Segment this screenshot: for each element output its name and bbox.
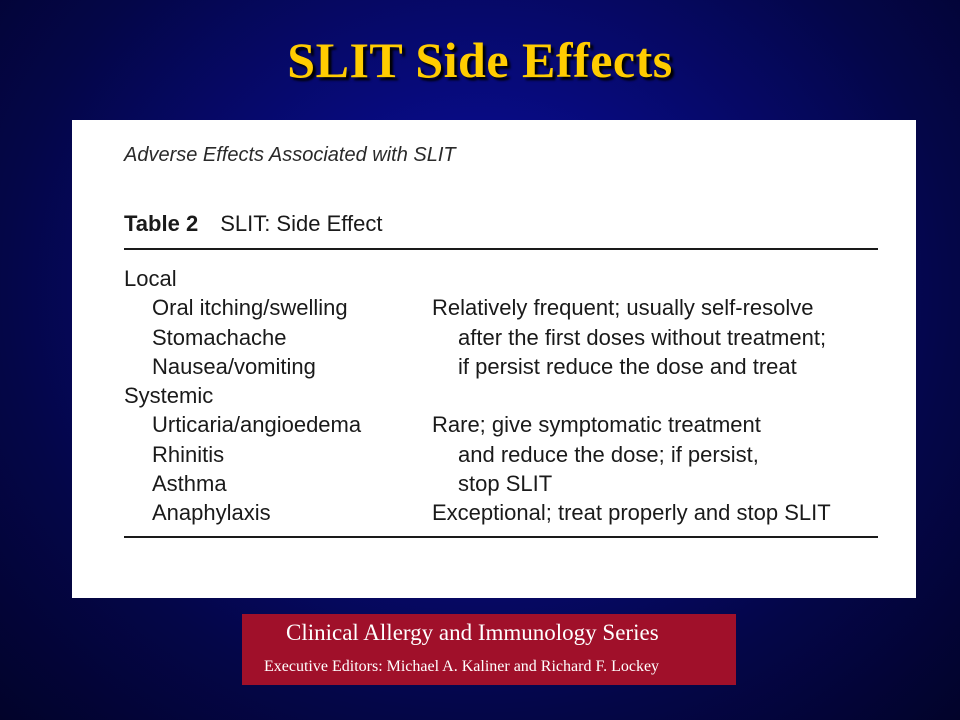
- series-editors: Executive Editors: Michael A. Kaliner and Richard F. Lockey: [264, 658, 660, 675]
- table-title: SLIT: Side Effect: [220, 211, 383, 236]
- table-row: [124, 352, 884, 381]
- slide-title: SLIT Side Effects: [287, 32, 673, 88]
- side-effect-name: Oral itching/swelling: [152, 295, 348, 321]
- side-effect-name: Rhinitis: [152, 441, 225, 467]
- side-effect-name: Stomachache: [152, 324, 287, 350]
- row-description: and reduce the dose; if persist,: [458, 441, 759, 467]
- series-title: Clinical Allergy and Immunology Series: [286, 620, 659, 645]
- table-bottom-rule: [124, 536, 878, 538]
- table-row: [124, 323, 884, 352]
- section-label-systemic: Systemic: [124, 383, 214, 409]
- side-effect-name: Urticaria/angioedema: [152, 412, 362, 438]
- table-row: [124, 440, 884, 469]
- table-row: [124, 469, 884, 498]
- table-row: [124, 410, 884, 439]
- side-effect-name: Anaphylaxis: [152, 500, 271, 526]
- table-number: Table 2: [124, 211, 199, 236]
- table-row: [124, 293, 884, 322]
- table-row: [124, 498, 884, 527]
- table-body: [124, 264, 884, 528]
- table-row: [124, 381, 884, 410]
- row-description: if persist reduce the dose and treat: [458, 353, 797, 379]
- table-image-panel: [72, 120, 916, 598]
- row-description: Relatively frequent; usually self-resolve: [432, 295, 814, 321]
- table-row: [124, 264, 884, 293]
- row-description: after the first doses without treatment;: [458, 324, 827, 350]
- side-effect-name: Nausea/vomiting: [152, 353, 316, 379]
- row-description: stop SLIT: [458, 471, 553, 497]
- row-description: Rare; give symptomatic treatment: [432, 412, 761, 438]
- table-caption: Adverse Effects Associated with SLIT: [124, 144, 456, 166]
- table-heading: [124, 211, 382, 237]
- row-description: Exceptional; treat properly and stop SLIT: [432, 500, 831, 526]
- table-top-rule: [124, 248, 878, 250]
- side-effect-name: Asthma: [152, 471, 227, 497]
- series-banner: [242, 614, 736, 685]
- section-label-local: Local: [124, 266, 177, 291]
